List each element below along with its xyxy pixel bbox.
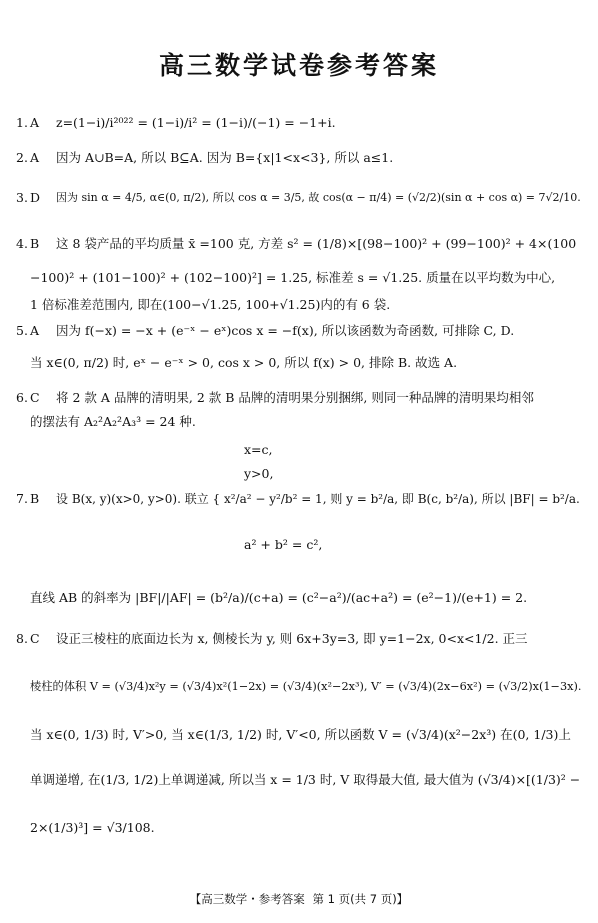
page-footer [0,891,598,907]
item-answer: B [30,491,40,506]
item-number: 2. [16,150,28,165]
item-number: 3. [16,190,28,205]
item-text-line: a² + b² = c², [244,537,323,552]
item-number: 1. [16,115,28,130]
item-text-line: 将 2 款 A 品牌的清明果, 2 款 B 品牌的清明果分别捆绑, 则同一种品牌的清明果均相邻 [56,390,534,405]
item-answer: A [30,323,40,338]
item-number: 7. [16,491,28,506]
item-text-line: 的摆法有 A₂²A₂²A₃³ = 24 种. [30,414,196,429]
item-answer: A [30,150,40,165]
item-number: 5. [16,323,28,338]
item-answer: A [30,115,40,130]
item-text-line: 当 x∈(0, 1/3) 时, V′>0, 当 x∈(1/3, 1/2) 时, V′<0, 所以函数 V = (√3/4)(x²−2x³) 在(0, 1/3)上 [30,727,571,742]
item-text-line: 2×(1/3)³] = √3/108. [30,820,155,835]
item-answer: D [30,190,41,205]
item-text-line: 棱柱的体积 V = (√3/4)x²y = (√3/4)x²(1−2x) = (√3/4)(x²−2x³), V′ = (√3/4)(2x−6x²) = (√3/2)x(1−3x). [30,680,582,693]
item-text-line: x=c, [244,442,273,457]
item-number: 6. [16,390,28,405]
item-text-line: 因为 sin α = 4/5, α∈(0, π/2), 所以 cos α = 3/5, 故 cos(α − π/4) = (√2/2)(sin α + cos α) = 7√2/10. [56,191,581,204]
item-text-line: 设 B(x, y)(x>0, y>0). 联立 { x²/a² − y²/b² = 1, 则 y = b²/a, 即 B(c, b²/a), 所以 |BF| = b²/a. [56,492,580,506]
item-answer: B [30,236,40,251]
item-answer: C [30,631,40,646]
item-text-line: 当 x∈(0, π/2) 时, eˣ − e⁻ˣ > 0, cos x > 0, 所以 f(x) > 0, 排除 B. 故选 A. [30,355,458,370]
footer-left: 【高三数学・参考答案 [189,892,305,906]
item-text-line: −100)² + (101−100)² + (102−100)²] = 1.25, 标准差 s = √1.25. 质量在以平均数为中心, [30,270,556,285]
item-text-line: 单调递增, 在(1/3, 1/2)上单调递减, 所以当 x = 1/3 时, V 取得最大值, 最大值为 (√3/4)×[(1/3)² − [30,772,581,787]
item-text-line: 这 8 袋产品的平均质量 x̄ =100 克, 方差 s² = (1/8)×[(98−100)² + (99−100)² + 4×(100 [56,236,577,251]
footer-right: 第 1 页(共 7 页)】 [312,892,409,906]
page-title: 高三数学试卷参考答案 [158,51,439,80]
item-text-line: 因为 f(−x) = −x + (e⁻ˣ − eˣ)cos x = −f(x), 所以该函数为奇函数, 可排除 C, D. [56,323,515,338]
item-text-line: 直线 AB 的斜率为 |BF|/|AF| = (b²/a)/(c+a) = (c²−a²)/(ac+a²) = (e²−1)/(e+1) = 2. [30,590,528,605]
item-text-line: 设正三棱柱的底面边长为 x, 侧棱长为 y, 则 6x+3y=3, 即 y=1−2x, 0<x<1/2. 正三 [56,631,528,646]
item-number: 8. [16,631,28,646]
item-text-line: y>0, [244,466,274,481]
item-answer: C [30,390,40,405]
item-text-line: z=(1−i)/i²⁰²² = (1−i)/i² = (1−i)/(−1) = −1+i. [56,115,336,130]
item-number: 4. [16,236,28,251]
item-text-line: 因为 A∪B=A, 所以 B⊆A. 因为 B={x|1<x<3}, 所以 a≤1. [56,150,394,165]
item-text-line: 1 倍标准差范围内, 即在(100−√1.25, 100+√1.25)内的有 6 袋. [30,297,391,312]
